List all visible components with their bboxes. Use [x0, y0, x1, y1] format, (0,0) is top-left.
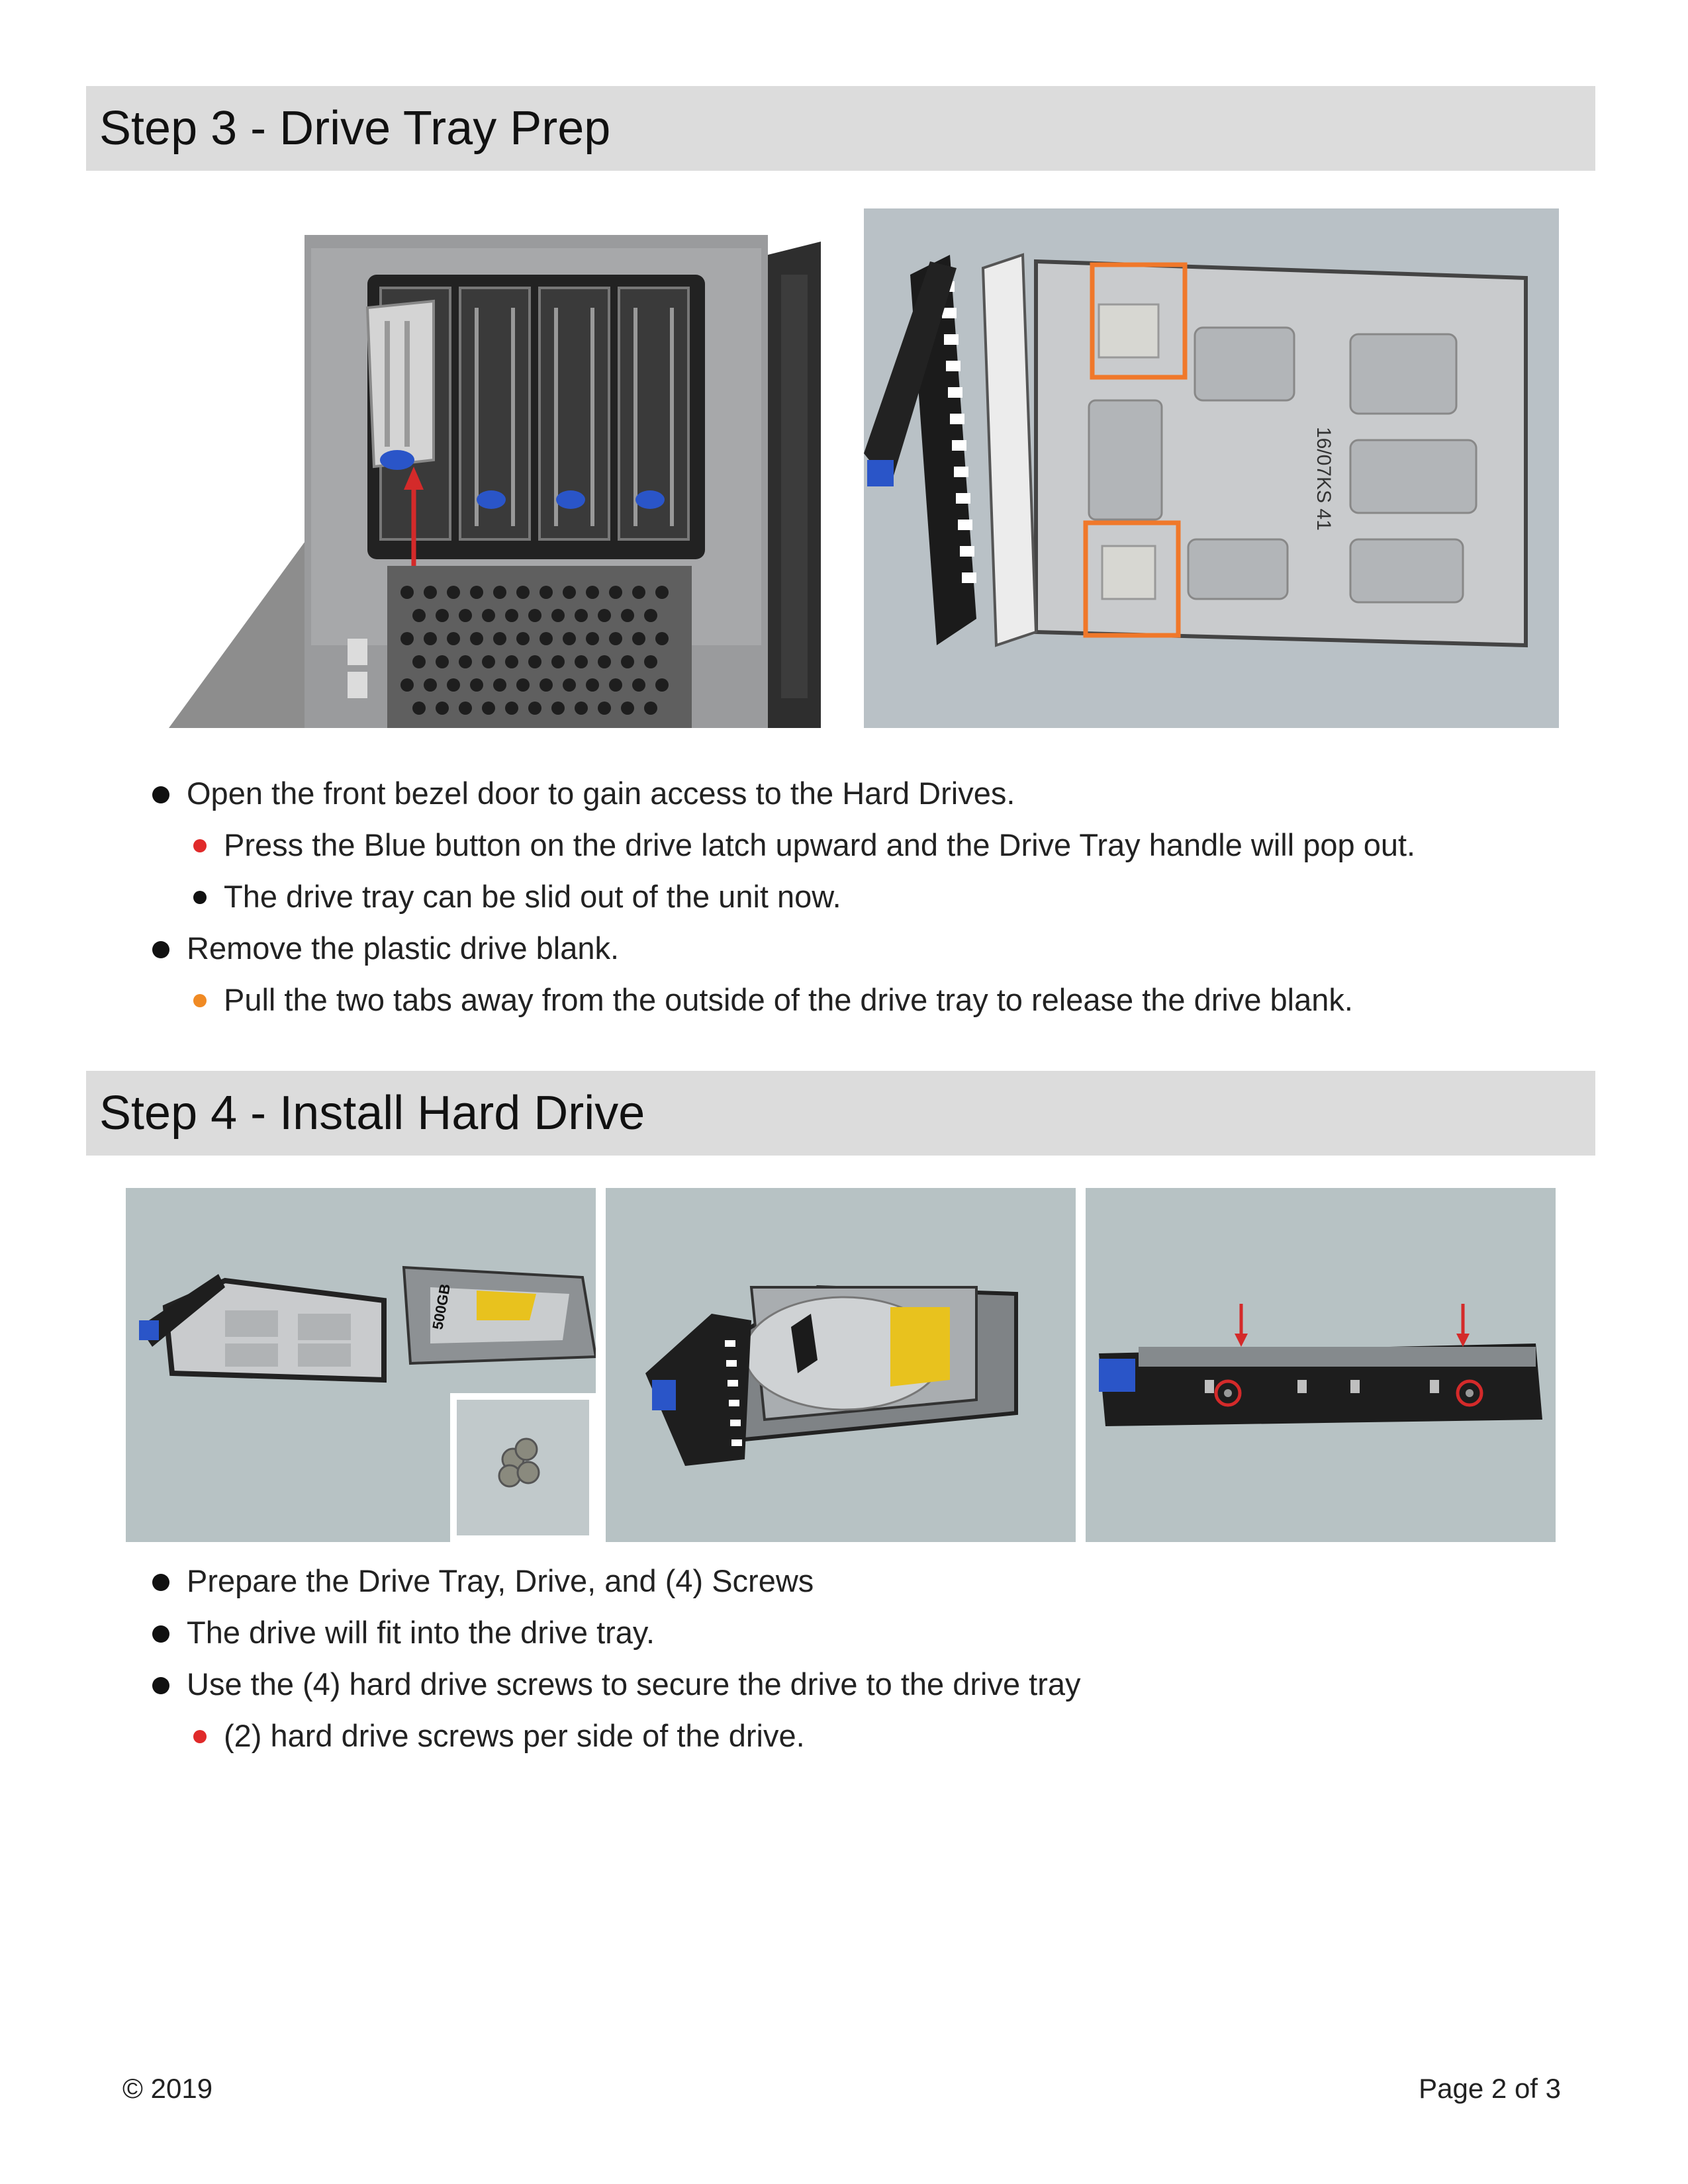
list-item	[152, 819, 1415, 871]
photo-drive-tray-blank	[864, 208, 1559, 728]
step4-title: Step 4 - Install Hard Drive	[99, 1087, 645, 1140]
bullet-dot	[152, 786, 169, 803]
list-item	[152, 923, 1415, 974]
bullet-text: Remove the plastic drive blank.	[187, 931, 620, 966]
list-item	[152, 768, 1415, 819]
bullet-dot	[152, 1574, 169, 1591]
bullet-dot	[193, 891, 207, 904]
bullet-text: (2) hard drive screws per side of the drive.	[224, 1718, 805, 1753]
bullet-dot	[152, 941, 169, 958]
bullet-dot	[193, 839, 207, 852]
list-item	[152, 1710, 1081, 1762]
bullet-text: Pull the two tabs away from the outside of the drive tray to release the drive blank.	[224, 982, 1353, 1017]
list-item	[152, 871, 1415, 923]
photo-server-drive-bays	[169, 235, 821, 728]
footer-copyright: © 2019	[122, 2073, 213, 2104]
list-item	[152, 1607, 1081, 1659]
bullet-text: Open the front bezel door to gain access to the Hard Drives.	[187, 776, 1015, 811]
bullet-dot	[193, 1730, 207, 1743]
step4-bullet-list	[152, 1555, 1081, 1762]
list-item	[152, 1659, 1081, 1710]
photo-drive-in-tray	[606, 1188, 1076, 1542]
bullet-dot	[152, 1677, 169, 1694]
bullet-text: Prepare the Drive Tray, Drive, and (4) Screws	[187, 1563, 814, 1598]
list-item	[152, 1555, 1081, 1607]
bullet-text: The drive tray can be slid out of the unit now.	[224, 879, 841, 914]
list-item	[152, 974, 1415, 1026]
drive-label-text: 500GB	[429, 1282, 454, 1331]
step3-title: Step 3 - Drive Tray Prep	[99, 102, 611, 155]
tray-marking-text: 16/07KS 41	[1313, 427, 1335, 531]
step3-header	[86, 86, 1595, 171]
bullet-dot	[193, 994, 207, 1007]
bullet-dot	[152, 1625, 169, 1643]
step4-header	[86, 1071, 1595, 1156]
photo-tray-drive-screws	[126, 1188, 596, 1542]
step3-bullet-list	[152, 768, 1415, 1026]
footer-page-number: Page 2 of 3	[1419, 2073, 1561, 2104]
bullet-text: Press the Blue button on the drive latch upward and the Drive Tray handle will pop out.	[224, 827, 1416, 862]
bullet-text: Use the (4) hard drive screws to secure the drive to the drive tray	[187, 1666, 1081, 1702]
photo-screw-locations	[1086, 1188, 1556, 1542]
bullet-text: The drive will fit into the drive tray.	[187, 1615, 655, 1650]
